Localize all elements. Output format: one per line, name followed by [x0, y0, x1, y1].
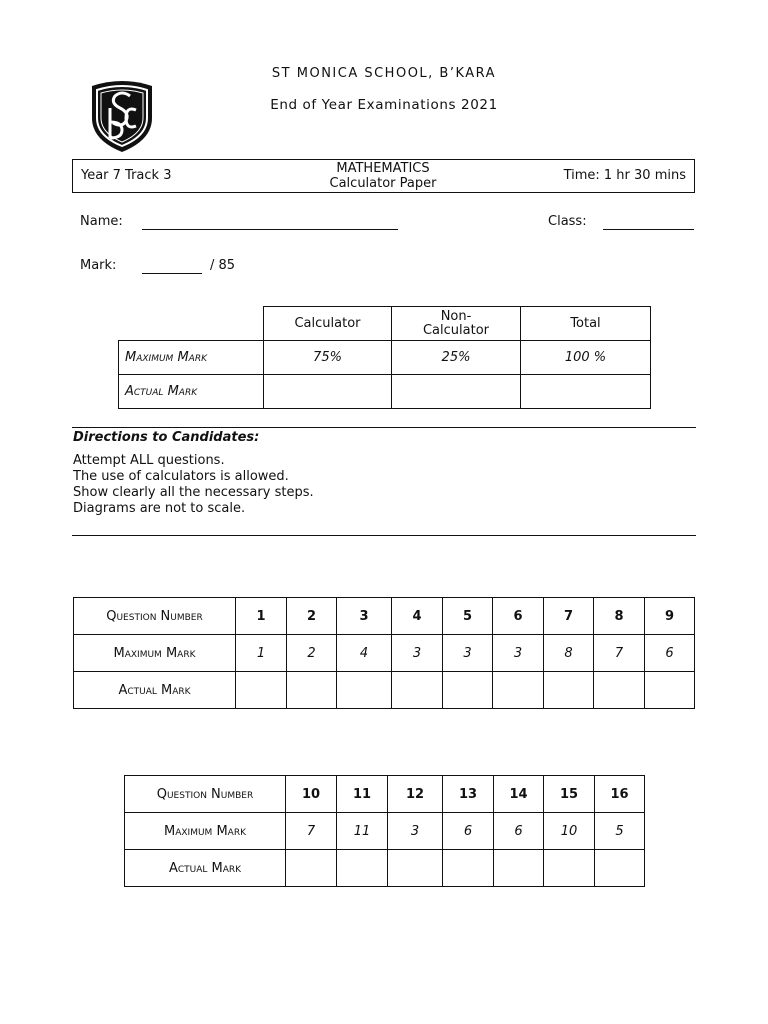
actual-mark-cell[interactable] [544, 672, 594, 709]
maximum-mark: 8 [544, 635, 594, 672]
summary-row-label: Maximum Mark [119, 341, 264, 375]
question-number: 12 [388, 776, 443, 813]
actual-mark-cell[interactable] [494, 850, 544, 887]
question-number: 9 [645, 598, 695, 635]
question-marks-table-1 [73, 597, 695, 709]
maximum-mark: 6 [494, 813, 544, 850]
actual-mark-cell[interactable] [286, 850, 337, 887]
question-number: 5 [443, 598, 493, 635]
directions-rule-top [72, 427, 696, 428]
actual-mark-cell[interactable] [287, 672, 337, 709]
class-field[interactable] [603, 229, 694, 230]
actual-mark-label: Actual Mark [125, 850, 286, 887]
actual-mark-cell[interactable] [337, 672, 392, 709]
maximum-mark: 2 [287, 635, 337, 672]
question-marks-table-2 [124, 775, 645, 887]
class-label: Class: [548, 214, 587, 229]
question-number: 7 [544, 598, 594, 635]
maximum-mark: 7 [594, 635, 645, 672]
direction-line: The use of calculators is allowed. [73, 469, 289, 484]
question-number: 10 [286, 776, 337, 813]
summary-header-row [119, 307, 651, 341]
question-number: 3 [337, 598, 392, 635]
summary-col-non-calculator: Non- Calculator [392, 307, 521, 341]
maximum-mark-label: Maximum Mark [125, 813, 286, 850]
actual-mark-cell[interactable] [595, 850, 645, 887]
direction-line: Attempt ALL questions. [73, 453, 225, 468]
question-number: 14 [494, 776, 544, 813]
question-number: 8 [594, 598, 645, 635]
directions-rule-bottom [72, 535, 696, 536]
maximum-mark: 3 [388, 813, 443, 850]
summary-value: 100 % [521, 341, 651, 375]
actual-mark-row [74, 672, 695, 709]
maximum-mark: 4 [337, 635, 392, 672]
question-number-row [74, 598, 695, 635]
actual-mark-cell[interactable] [392, 672, 443, 709]
exam-info-box [72, 159, 695, 193]
question-number-label: Question Number [74, 598, 236, 635]
maximum-mark: 3 [392, 635, 443, 672]
subject-title: MATHEMATICS [336, 161, 430, 176]
actual-mark-cell[interactable] [493, 672, 544, 709]
maximum-mark: 10 [544, 813, 595, 850]
year-track: Year 7 Track 3 [81, 168, 172, 183]
question-number: 16 [595, 776, 645, 813]
actual-mark-cell[interactable] [337, 850, 388, 887]
question-number-row [125, 776, 645, 813]
question-number: 2 [287, 598, 337, 635]
name-label: Name: [80, 214, 123, 229]
mark-summary-table [118, 306, 651, 409]
maximum-mark: 1 [236, 635, 287, 672]
actual-mark-cell[interactable] [443, 672, 493, 709]
school-crest-logo [86, 78, 158, 154]
direction-line: Diagrams are not to scale. [73, 501, 246, 516]
actual-mark-cell[interactable] [544, 850, 595, 887]
maximum-mark: 6 [443, 813, 494, 850]
maximum-mark: 3 [443, 635, 493, 672]
question-number: 1 [236, 598, 287, 635]
mark-total: / 85 [210, 258, 236, 273]
maximum-mark-label: Maximum Mark [74, 635, 236, 672]
subject-block [223, 161, 543, 191]
question-number: 11 [337, 776, 388, 813]
summary-value: 25% [392, 341, 521, 375]
summary-actual-cell[interactable] [264, 375, 392, 409]
maximum-mark-row [74, 635, 695, 672]
summary-actual-cell[interactable] [521, 375, 651, 409]
direction-line: Show clearly all the necessary steps. [73, 485, 314, 500]
summary-row-maximum [119, 341, 651, 375]
maximum-mark: 11 [337, 813, 388, 850]
actual-mark-cell[interactable] [645, 672, 695, 709]
summary-actual-cell[interactable] [392, 375, 521, 409]
mark-field[interactable] [142, 273, 202, 274]
question-number: 13 [443, 776, 494, 813]
name-field[interactable] [142, 229, 398, 230]
exam-duration: Time: 1 hr 30 mins [563, 168, 686, 183]
maximum-mark: 3 [493, 635, 544, 672]
actual-mark-cell[interactable] [443, 850, 494, 887]
school-name: ST MONICA SCHOOL, B’KARA [271, 66, 497, 81]
maximum-mark: 6 [645, 635, 695, 672]
directions-heading: Directions to Candidates: [73, 430, 260, 445]
actual-mark-label: Actual Mark [74, 672, 236, 709]
summary-row-actual [119, 375, 651, 409]
summary-col-total: Total [521, 307, 651, 341]
summary-row-label: Actual Mark [119, 375, 264, 409]
exam-title: End of Year Examinations 2021 [270, 97, 498, 113]
directions-list [73, 453, 314, 517]
actual-mark-cell[interactable] [388, 850, 443, 887]
summary-col-calculator: Calculator [264, 307, 392, 341]
summary-value: 75% [264, 341, 392, 375]
paper-type: Calculator Paper [329, 176, 437, 191]
actual-mark-row [125, 850, 645, 887]
question-number-label: Question Number [125, 776, 286, 813]
question-number: 15 [544, 776, 595, 813]
maximum-mark: 5 [595, 813, 645, 850]
actual-mark-cell[interactable] [594, 672, 645, 709]
actual-mark-cell[interactable] [236, 672, 287, 709]
maximum-mark: 7 [286, 813, 337, 850]
summary-corner-cell [119, 307, 264, 341]
maximum-mark-row [125, 813, 645, 850]
mark-label: Mark: [80, 258, 117, 273]
question-number: 6 [493, 598, 544, 635]
question-number: 4 [392, 598, 443, 635]
